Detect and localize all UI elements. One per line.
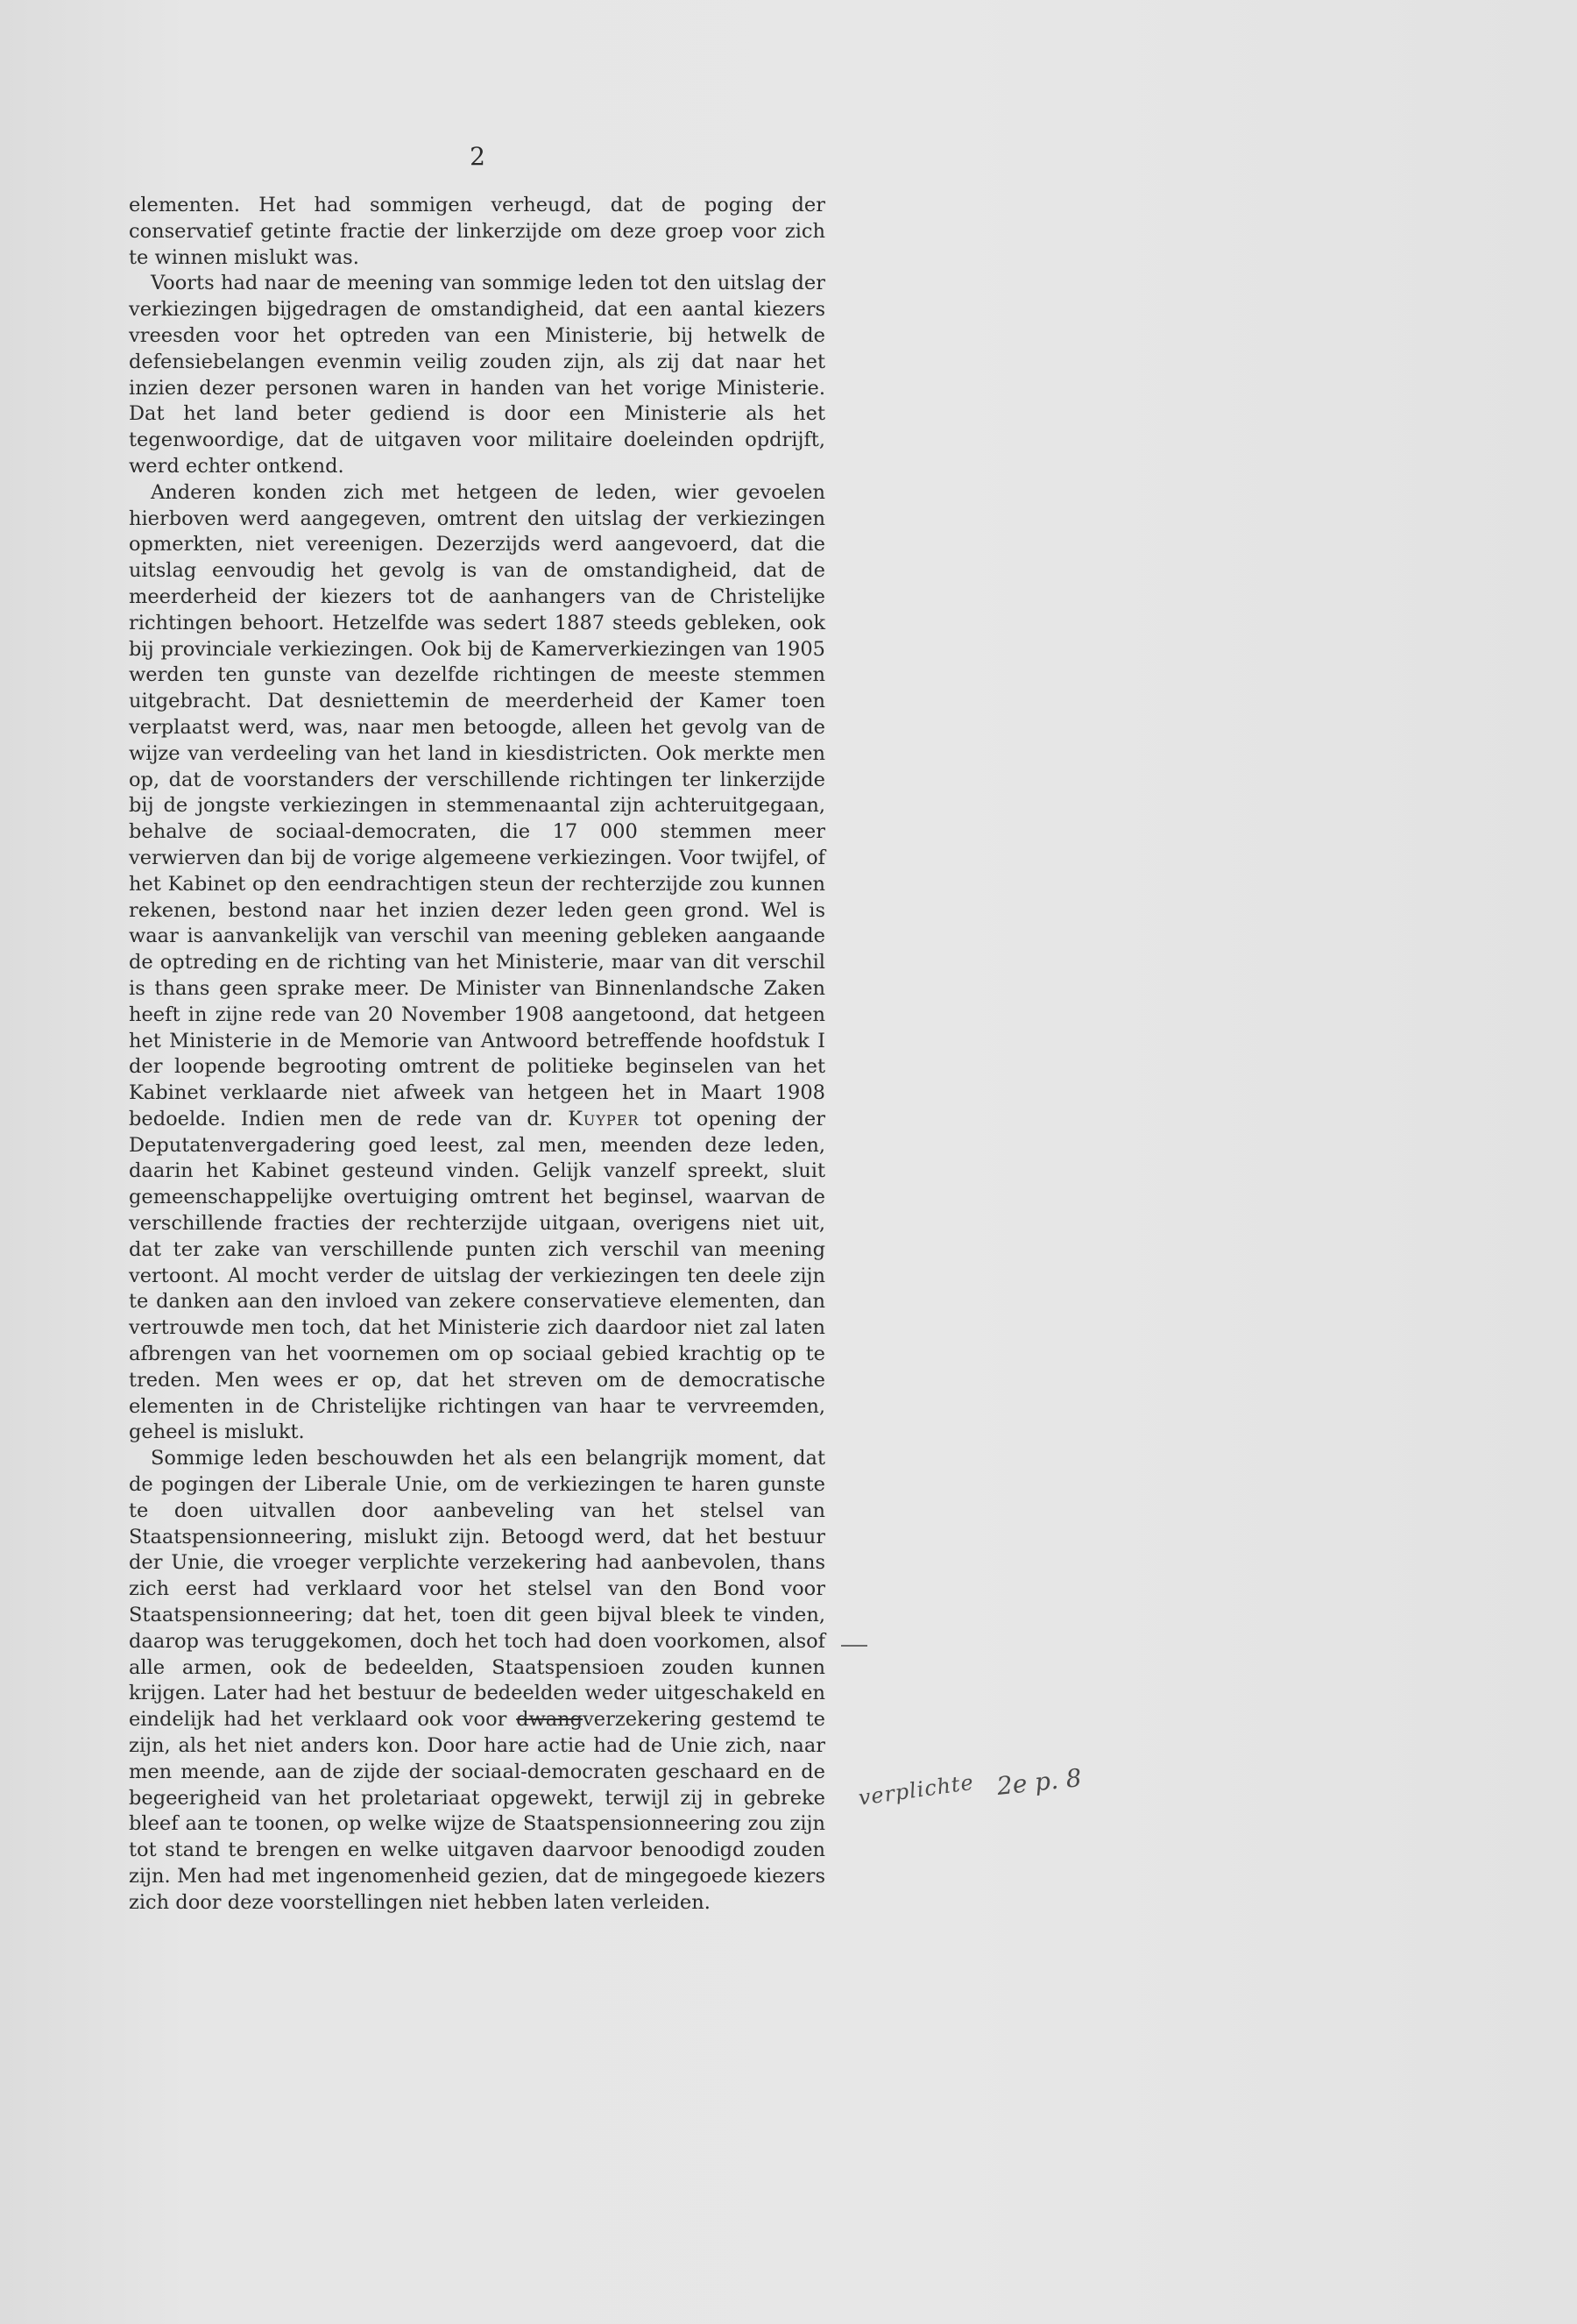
- handwritten-margin-word: verplichte: [857, 1769, 976, 1810]
- handwritten-margin-reference: 2e p. 8: [995, 1762, 1084, 1801]
- paragraph-4-struck-word: dwang: [516, 1708, 583, 1732]
- paragraph-3-name-kuyper: Kuyper: [568, 1107, 640, 1130]
- paragraph-2: Voorts had naar de meening van sommige leden tot den uitslag der verkiezingen bijgedragen de omstandigheid, dat een aantal kiezers vreesden voor het optreden van een Ministerie, bij hetwelk de defensiebelangen evenmin veilig zouden zijn, als zij dat naar het inzien dezer personen waren in handen van het vorige Ministerie. Dat het land beter gediend is door een Ministerie als het tegenwoordige, dat de uitgaven voor militaire doeleinden opdrijft, werd echter ontkend.: [129, 272, 825, 478]
- paragraph-4-text-before: Sommige leden beschouwden het als een belangrijk moment, dat de pogingen der Liberale Unie, om de verkiezingen te haren gunste te doen uitvallen door aanbeveling van het stelsel van Staatspensionneering, mislukt zijn. Betoogd werd, dat het bestuur der Unie, die vroeger verplichte verzekering had aanbevolen, thans zich eerst had verklaard voor het stelsel van den Bond voor Staatspensionneering; dat het, toen dit geen bijval bleek te vinden, daarop was teruggekomen, doch het toch had doen voorkomen, alsof alle armen, ook de bedeelden, Staatspensioen zouden kunnen krijgen. Later had het bestuur de bedeelden weder uitgeschakeld en eindelijk had het verklaard ook voor: [129, 1447, 825, 1732]
- paragraph-3-text-after: tot opening der Deputatenvergadering goed leest, zal men, meenden deze leden, daarin het Kabinet gesteund vinden. Gelijk vanzelf spreekt, sluit gemeenschappelijke overtuiging omtrent het beginsel, waarvan de verschillende fracties der rechterzijde uitgaan, overigens niet uit, dat ter zake van verschillende punten zich verschil van meening vertoont. Al mocht verder de uitslag der verkiezingen ten deele zijn te danken aan den invloed van zekere conservatieve elementen, dan vertrouwde men toch, dat het Ministerie zich daardoor niet zal laten afbrengen van het voornemen om op sociaal gebied krachtig op te treden. Men wees er op, dat het streven om de democratische elementen in de Christelijke richtingen van haar te vervreemden, geheel is mislukt.: [129, 1107, 825, 1444]
- paragraph-3-text-before: Anderen konden zich met hetgeen de leden, wier gevoelen hierboven werd aangegeven, omtrent den uitslag der verkiezingen opmerkten, niet vereenigen. Dezerzijds werd aangevoerd, dat die uitslag eenvoudig het gevolg is van de omstandigheid, dat de meerderheid der kiezers tot de aanhangers van de Christelijke richtingen behoort. Hetzelfde was sedert 1887 steeds gebleken, ook bij provinciale verkiezingen. Ook bij de Kamerverkiezingen van 1905 werden ten gunste van dezelfde richtingen de meeste stemmen uitgebracht. Dat desniettemin de meerderheid der Kamer toen verplaatst werd, was, naar men betoogde, alleen het gevolg van de wijze van verdeeling van het land in kiesdistricten. Ook merkte men op, dat de voorstanders der verschillende richtingen ter linkerzijde bij de jongste verkiezingen in stemmenaantal zijn achteruitgegaan, behalve de sociaal-democraten, die 17 000 stemmen meer verwierven dan bij de vorige algemeene verkiezingen. Voor twijfel, of het Kabinet op den eendrachtigen steun der rechterzijde zou kunnen rekenen, bestond naar het inzien dezer leden geen grond. Wel is waar is aanvankelijk van verschil van meening gebleken aangaande de optreding en de richting van het Ministerie, maar van dit verschil is thans geen sprake meer. De Minister van Binnenlandsche Zaken heeft in zijne rede van 20 November 1908 aangetoond, dat hetgeen het Ministerie in de Memorie van Antwoord betreffende hoofdstuk I der loopende begrooting omtrent de politieke beginselen van het Kabinet verklaarde niet afweek van hetgeen het in Maart 1908 bedoelde. Indien men de rede van dr.: [129, 480, 825, 1130]
- paragraph-4-text-after: verzekering gestemd te zijn, als het niet anders kon. Door hare actie had de Unie zich, naar men meende, aan de zijde der sociaal-democraten geschaard en de begeerigheid van het proletariaat opgewekt, terwijl zij in gebreke bleef aan te toonen, op welke wijze de Staatspensionneering zou zijn tot stand te brengen en welke uitgaven daarvoor benoodigd zouden zijn. Men had met ingenomenheid gezien, dat de mingegoede kiezers zich door deze voorstellingen niet hebben laten verleiden.: [129, 1708, 825, 1914]
- paragraph-1: elementen. Het had sommigen verheugd, dat de poging der conservatief getinte fractie der linkerzijde om deze groep voor zich te winnen mislukt was.: [129, 194, 825, 269]
- paragraph-3: [129, 480, 825, 1446]
- paragraph-4: [129, 1446, 825, 1916]
- page-number: 2: [470, 142, 485, 171]
- margin-dash-mark: [841, 1645, 867, 1647]
- text-column: [129, 193, 825, 1917]
